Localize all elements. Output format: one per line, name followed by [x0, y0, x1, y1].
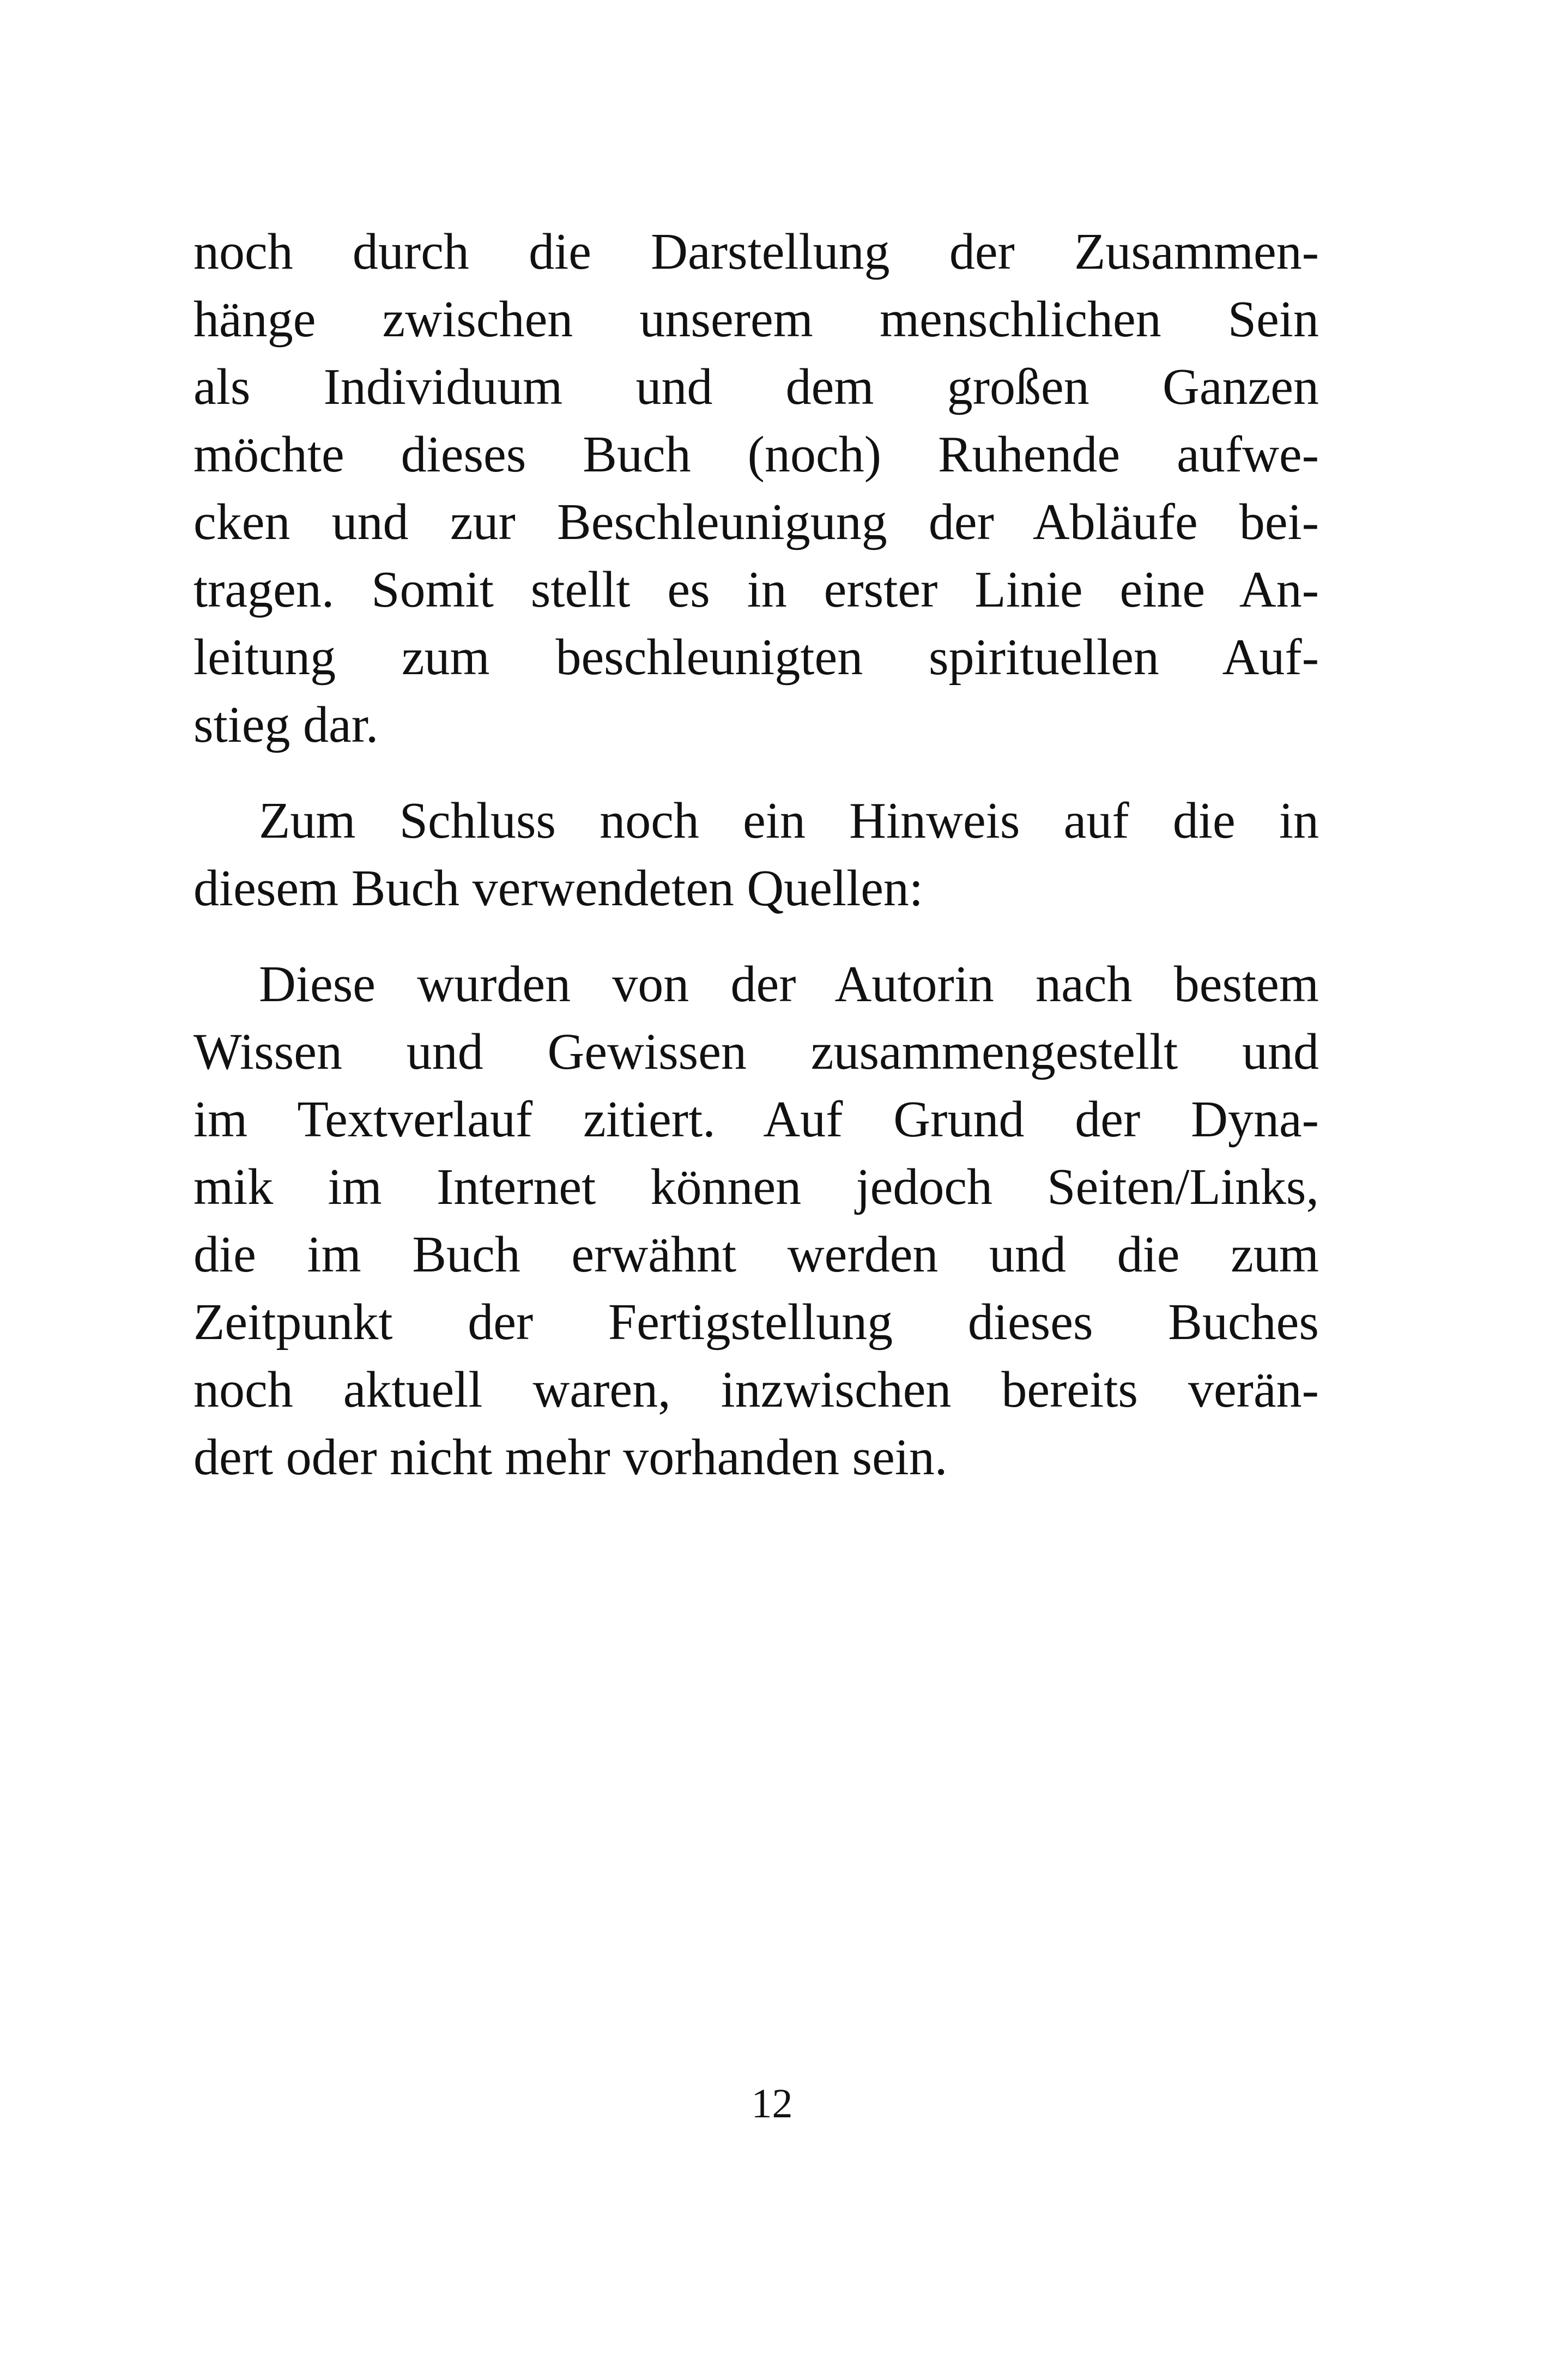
text-line: Zum Schluss noch ein Hinweis auf die in — [259, 792, 1319, 849]
text-line: Zeitpunkt der Fertigstellung dieses Buches — [193, 1294, 1319, 1351]
text-line: mik im Internet können jedoch Seiten/Links, — [193, 1159, 1319, 1215]
paragraph-sources-detail — [193, 950, 1319, 1491]
page-body — [193, 218, 1319, 1491]
text-line: leitung zum beschleunigten spirituellen Auf- — [193, 629, 1319, 686]
text-line: möchte dieses Buch (noch) Ruhende aufwe- — [193, 426, 1319, 483]
text-line: noch durch die Darstellung der Zusammen- — [193, 223, 1319, 280]
text-line: diesem Buch verwendeten Quellen: — [193, 860, 924, 917]
text-line: tragen. Somit stellt es in erster Linie eine An- — [193, 561, 1319, 618]
text-line: hänge zwischen unserem menschlichen Sein — [193, 291, 1319, 348]
text-line: Wissen und Gewissen zusammengestellt und — [193, 1024, 1319, 1080]
text-line: als Individuum und dem großen Ganzen — [193, 359, 1319, 415]
paragraph-intro — [193, 218, 1319, 759]
text-line: die im Buch erwähnt werden und die zum — [193, 1226, 1319, 1283]
text-line: stieg dar. — [193, 697, 379, 753]
text-line: cken und zur Beschleunigung der Abläufe bei- — [193, 494, 1319, 550]
text-line: noch aktuell waren, inzwischen bereits verän- — [193, 1361, 1319, 1418]
page-number: 12 — [751, 2081, 793, 2127]
text-line: dert oder nicht mehr vorhanden sein. — [193, 1429, 948, 1486]
text-line: im Textverlauf zitiert. Auf Grund der Dyna- — [193, 1091, 1319, 1148]
paragraph-sources-note — [193, 787, 1319, 922]
text-line: Diese wurden von der Autorin nach bestem — [259, 956, 1319, 1013]
